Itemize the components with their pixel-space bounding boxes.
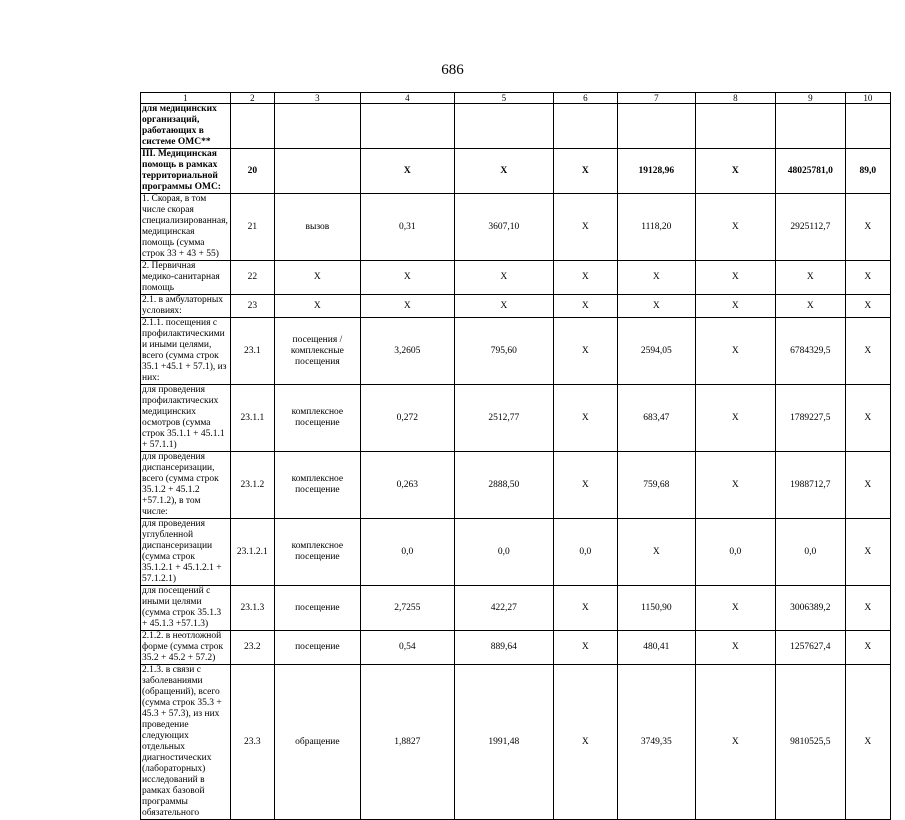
table-cell: X [845,318,890,385]
table-cell: 20 [230,149,274,194]
table-cell: 23.1.3 [230,586,274,631]
table-cell [695,104,775,149]
table-cell: 89,0 [845,149,890,194]
table-cell: X [454,295,553,318]
table-cell: X [553,194,617,261]
table-cell: X [845,665,890,820]
table-cell: 889,64 [454,631,553,665]
column-header: 8 [695,93,775,104]
column-header: 3 [274,93,360,104]
table-cell: 21 [230,194,274,261]
table-cell: 1991,48 [454,665,553,820]
table-cell: X [454,149,553,194]
table-cell: X [553,385,617,452]
table-cell: X [553,149,617,194]
table-cell [617,104,695,149]
table-row [141,519,891,586]
table-cell: X [845,452,890,519]
table-cell [274,149,360,194]
table-cell: X [454,261,553,295]
column-header: 1 [141,93,231,104]
column-header: 2 [230,93,274,104]
column-header: 10 [845,93,890,104]
table-row [141,586,891,631]
table-cell: 0,0 [695,519,775,586]
page-number: 686 [441,62,464,78]
table-cell: X [695,318,775,385]
table-row [141,149,891,194]
table-row [141,295,891,318]
table-cell: 3749,35 [617,665,695,820]
table-cell: X [775,295,845,318]
table-cell: X [553,631,617,665]
table-cell: X [695,385,775,452]
column-header: 7 [617,93,695,104]
table-cell: X [695,149,775,194]
table-cell: 683,47 [617,385,695,452]
table-cell: 2594,05 [617,318,695,385]
row-label-cell: для проведения профилактических медицинских осмотров (сумма строк 35.1.1 + 45.1.1 + 57.1.1) [141,385,231,452]
table-cell: 1257627,4 [775,631,845,665]
table-cell: 0,0 [454,519,553,586]
table-row [141,665,891,820]
row-label-cell: 2. Первичная медико-санитарная помощь [141,261,231,295]
table-cell: X [845,385,890,452]
table-row [141,385,891,452]
table-cell: 480,41 [617,631,695,665]
table-cell: X [553,318,617,385]
table-cell: 3006389,2 [775,586,845,631]
table-row [141,631,891,665]
table-cell: X [775,261,845,295]
table-row [141,318,891,385]
table-cell: 3,2605 [360,318,454,385]
table-cell: 2925112,7 [775,194,845,261]
table-cell: X [553,586,617,631]
table-cell: X [360,261,454,295]
table-cell: 9810525,5 [775,665,845,820]
table-cell: 0,0 [553,519,617,586]
table-cell [454,104,553,149]
row-label-cell: 2.1.2. в неотложной форме (сумма строк 35.2 + 45.2 + 57.2) [141,631,231,665]
column-header: 9 [775,93,845,104]
table-cell: X [845,194,890,261]
table-cell: X [845,586,890,631]
table-cell: посещение [274,631,360,665]
table-cell: 0,54 [360,631,454,665]
table-cell: 23 [230,295,274,318]
table-cell: 3607,10 [454,194,553,261]
table-row [141,261,891,295]
table-cell: 23.3 [230,665,274,820]
table-cell: 48025781,0 [775,149,845,194]
table-cell: посещение [274,586,360,631]
row-label-cell: 2.1.3. в связи с заболеваниями (обращений), всего (сумма строк 35.3 + 45.3 + 57.3), из них проведение следующих отдельных диагностических (лабораторных) исследований в рамках базовой программы обязательного [141,665,231,820]
table-cell: X [845,519,890,586]
table-body [141,93,891,820]
table-cell: 0,31 [360,194,454,261]
table-cell [360,104,454,149]
table-cell [775,104,845,149]
table-cell: 1789227,5 [775,385,845,452]
table-cell: 1,8827 [360,665,454,820]
table-cell: X [617,261,695,295]
table-cell: 23.2 [230,631,274,665]
table-cell: 0,263 [360,452,454,519]
table-cell: X [695,665,775,820]
table-cell: X [360,295,454,318]
table-cell: 2888,50 [454,452,553,519]
table-cell: 19128,96 [617,149,695,194]
table-cell: X [274,261,360,295]
table-cell: 23.1.1 [230,385,274,452]
table-cell: 0,272 [360,385,454,452]
table-cell: X [274,295,360,318]
row-label-cell: III. Медицинская помощь в рамках территориальной программы ОМС: [141,149,231,194]
table-cell [230,104,274,149]
table-row [141,452,891,519]
table-cell: 2,7255 [360,586,454,631]
table-cell: X [360,149,454,194]
table-cell: комплексное посещение [274,385,360,452]
table-cell: X [553,452,617,519]
table-cell: 23.1.2.1 [230,519,274,586]
table-cell: 422,27 [454,586,553,631]
table-cell: 23.1 [230,318,274,385]
table-cell: 0,0 [775,519,845,586]
table-row [141,104,891,149]
table-cell: 1118,20 [617,194,695,261]
table-cell: X [695,261,775,295]
table-cell: X [553,665,617,820]
row-label-cell: для медицинских организаций, работающих в системе ОМС** [141,104,231,149]
table-cell: 2512,77 [454,385,553,452]
table-cell: X [695,631,775,665]
data-table [140,92,891,820]
table-cell: X [695,586,775,631]
column-header: 6 [553,93,617,104]
table-cell: X [695,194,775,261]
table-cell: X [617,519,695,586]
table-cell: посещения / комплексные посещения [274,318,360,385]
row-label-cell: 1. Скорая, в том числе скорая специализированная, медицинская помощь (сумма строк 33 + 43 + 55) [141,194,231,261]
header-row [141,93,891,104]
row-label-cell: 2.1.1. посещения с профилактическими и иными целями, всего (сумма строк 35.1 +45.1 + 57.1), из них: [141,318,231,385]
table-cell [845,104,890,149]
table-cell: 1988712,7 [775,452,845,519]
table-cell: X [695,295,775,318]
row-label-cell: для посещений с иными целями (сумма строк 35.1.3 + 45.1.3 +57.1.3) [141,586,231,631]
table-cell: обращение [274,665,360,820]
table-cell: 6784329,5 [775,318,845,385]
table-cell: 795,60 [454,318,553,385]
table-cell: 22 [230,261,274,295]
row-label-cell: для проведения диспансеризации, всего (сумма строк 35.1.2 + 45.1.2 +57.1.2), в том числе: [141,452,231,519]
table-cell: X [845,295,890,318]
table-row [141,194,891,261]
row-label-cell: для проведения углубленной диспансеризации (сумма строк 35.1.2.1 + 45.1.2.1 + 57.1.2.1) [141,519,231,586]
table-cell: 0,0 [360,519,454,586]
table-cell: X [695,452,775,519]
table-cell: 759,68 [617,452,695,519]
table-cell: X [845,261,890,295]
table-cell: вызов [274,194,360,261]
table-cell: X [617,295,695,318]
table-cell: 23.1.2 [230,452,274,519]
table-cell: X [553,295,617,318]
table-cell: комплексное посещение [274,452,360,519]
table-cell: X [845,631,890,665]
table-cell: комплексное посещение [274,519,360,586]
table-cell [553,104,617,149]
column-header: 5 [454,93,553,104]
table-cell: 1150,90 [617,586,695,631]
table-cell [274,104,360,149]
table-cell: X [553,261,617,295]
row-label-cell: 2.1. в амбулаторных условиях: [141,295,231,318]
column-header: 4 [360,93,454,104]
